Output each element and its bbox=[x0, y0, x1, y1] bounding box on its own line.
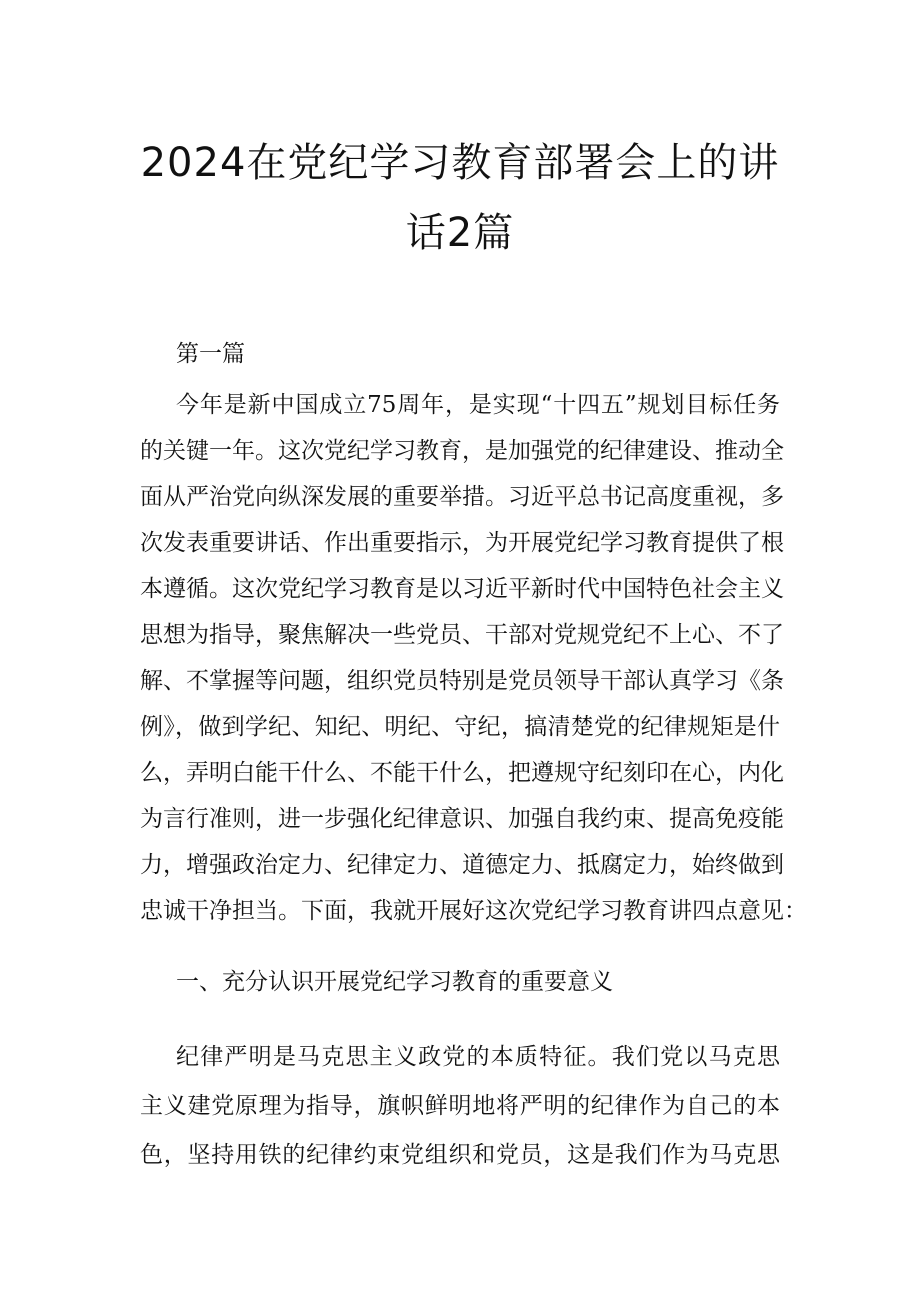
paragraph-1-line: 为言行准则，进一步强化纪律意识、加强自我约束、提高免疫能 bbox=[140, 806, 784, 832]
section-heading: 一、充分认识开展党纪学习教育的重要意义 bbox=[176, 969, 613, 995]
paragraph-2-line: 主义建党原理为指导，旗帜鲜明地将严明的纪律作为自己的本 bbox=[140, 1093, 780, 1119]
paragraph-1-line: 力，增强政治定力、纪律定力、道德定力、抵腐定力，始终做到 bbox=[140, 852, 784, 878]
paragraph-1-line: 例》，做到学纪、知纪、明纪、守纪，搞清楚党的纪律规矩是什 bbox=[140, 714, 780, 740]
paragraph-1-line: 么，弄明白能干什么、不能干什么，把遵规守纪刻印在心，内化 bbox=[140, 760, 784, 786]
paragraph-2-line: 色，坚持用铁的纪律约束党组织和党员，这是我们作为马克思 bbox=[140, 1142, 780, 1168]
paragraph-1-line: 解、不掌握等问题，组织党员特别是党员领导干部认真学习《条 bbox=[140, 668, 784, 694]
document-title-line-1: 2024在党纪学习教育部署会上的讲 bbox=[140, 140, 780, 186]
section-label: 第一篇 bbox=[176, 341, 245, 367]
paragraph-1-line: 本遵循。这次党纪学习教育是以习近平新时代中国特色社会主义 bbox=[140, 576, 784, 602]
paragraph-1-line: 的关键一年。这次党纪学习教育，是加强党的纪律建设、推动全 bbox=[140, 438, 784, 464]
paragraph-1-line: 思想为指导，聚焦解决一些党员、干部对党规党纪不上心、不了 bbox=[140, 622, 784, 648]
paragraph-1-line: 次发表重要讲话、作出重要指示，为开展党纪学习教育提供了根 bbox=[140, 530, 784, 556]
paragraph-2-line: 纪律严明是马克思主义政党的本质特征。我们党以马克思 bbox=[176, 1044, 780, 1070]
paragraph-1-line: 忠诚干净担当。下面，我就开展好这次党纪学习教育讲四点意见： bbox=[140, 898, 807, 924]
paragraph-1-line: 今年是新中国成立75周年，是实现“十四五”规划目标任务 bbox=[176, 392, 780, 418]
document-title-line-2: 话2篇 bbox=[405, 210, 515, 256]
paragraph-1-line: 面从严治党向纵深发展的重要举措。习近平总书记高度重视，多 bbox=[140, 484, 784, 510]
